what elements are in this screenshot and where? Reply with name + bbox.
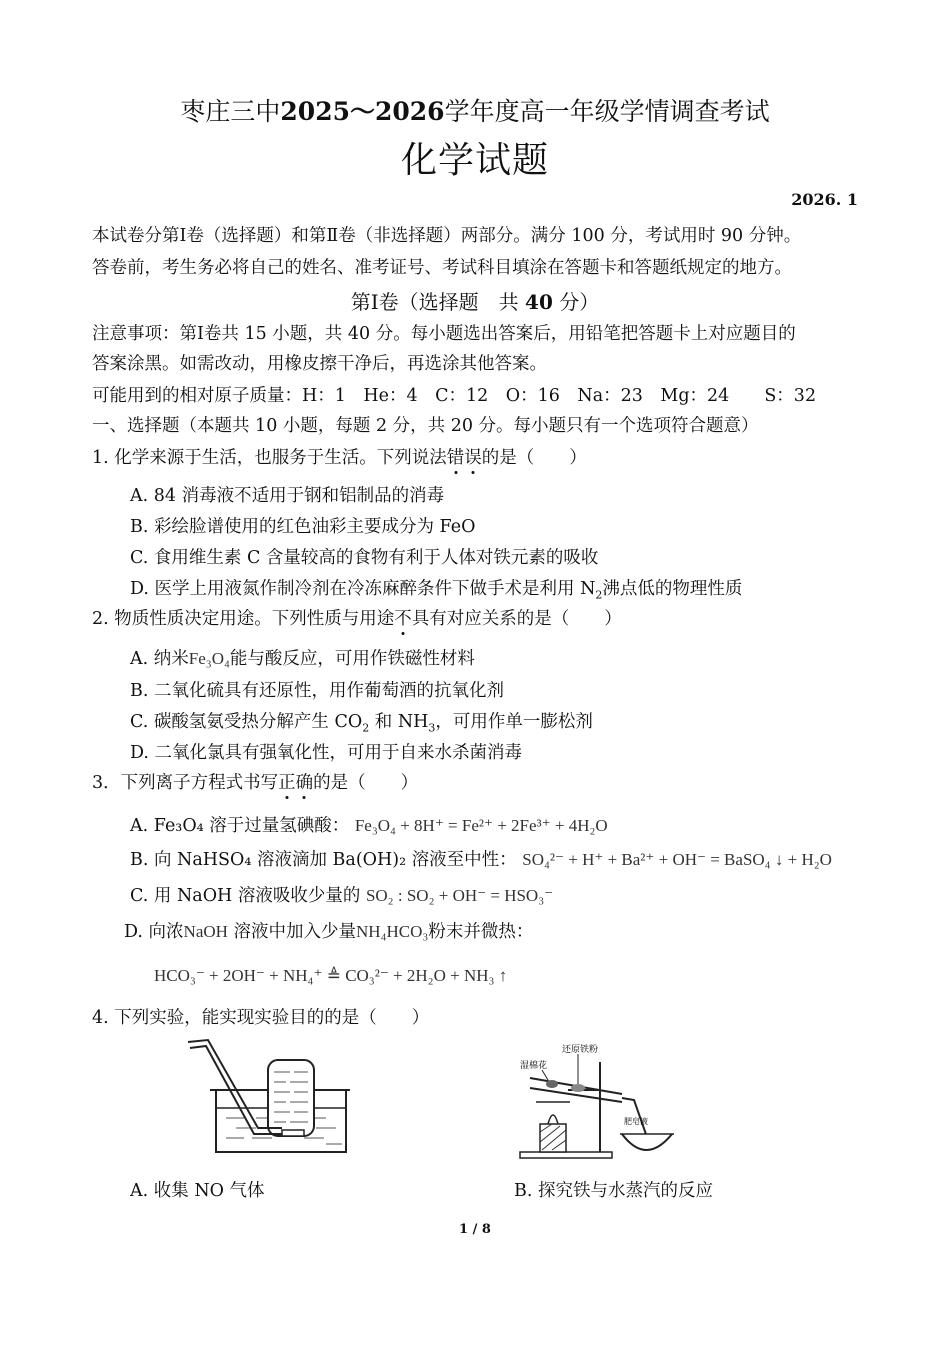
question-1-option-a: A. 84 消毒液不适用于钢和铝制品的消毒 (130, 486, 445, 506)
question-1-option-c: C. 食用维生素 C 含量较高的食物有利于人体对铁元素的吸收 (130, 548, 599, 568)
question-3-option-c: C. 用 NaOH 溶液吸收少量的 SO₂ : SO₂ + OH⁻ = HSO₃⁻ (130, 886, 554, 906)
question-2-option-a: A. 纳米Fe₃O₄能与酸反应，可用作铁磁性材料 (130, 649, 475, 669)
question-1-option-d: D. 医学上用液氮作制冷剂在冷冻麻醉条件下做手术是利用 $N_2$沸点低的物理性质 (130, 579, 743, 602)
label-iron-powder: 还原铁粉 (562, 1045, 599, 1055)
question-3-stem: 3．下列离子方程式书写正确的是（ ） (92, 773, 419, 793)
intro-line-1: 本试卷分第Ⅰ卷（选择题）和第Ⅱ卷（非选择题）两部分。满分 100 分，考试用时 90 分钟。 (92, 226, 802, 246)
notice-line-1: 注意事项：第Ⅰ卷共 15 小题，共 40 分。每小题选出答案后，用铅笔把答题卡上对应题目的 (92, 324, 796, 344)
atomic-masses: 可能用到的相对原子质量：H：1 He：4 C：12 O：16 Na：23 Mg：24 S：32 (92, 386, 817, 406)
part-heading: 一、选择题（本题共 10 小题，每题 2 分，共 20 分。每小题只有一个选项符合题意） (92, 416, 759, 436)
figure-a-gas-collection (186, 1036, 351, 1158)
question-1-option-b: B. 彩绘脸谱使用的红色油彩主要成分为 FeO (130, 517, 476, 537)
label-wet-cotton: 湿棉花 (520, 1061, 548, 1071)
figure-a-caption: A. 收集 NO 气体 (130, 1181, 265, 1201)
page-number: 1 / 8 (459, 1222, 491, 1237)
question-2-option-c: C. 碳酸氢氨受热分解产生 $CO_2$ 和 $NH_3$，可用作单一膨松剂 (130, 712, 593, 735)
exam-title: 枣庄三中2025～2026学年度高一年级学情调查考试 (180, 97, 770, 126)
intro-line-2: 答卷前，考生务必将自己的姓名、准考证号、考试科目填涂在答题卡和答题纸规定的地方。 (92, 258, 792, 278)
question-1-stem: 1. 化学来源于生活，也服务于生活。下列说法错误的是（ ） (92, 448, 587, 468)
subject-title: 化学试题 (400, 140, 549, 181)
question-4-stem: 4. 下列实验，能实现实验目的的是（ ） (92, 1008, 430, 1028)
notice-line-2: 答案涂黑。如需改动，用橡皮擦干净后，再选涂其他答案。 (92, 354, 547, 374)
question-3-option-b: B. 向 NaHSO₄ 溶液滴加 Ba(OH)₂ 溶液至中性： SO₄²⁻ + H⁺ + Ba²⁺ + OH⁻ = BaSO₄ ↓ + H₂O (130, 850, 832, 870)
question-3-option-d: D. 向浓NaOH 溶液中加入少量NH₄HCO₃粉末并微热： (124, 922, 534, 942)
figure-b-caption: B. 探究铁与水蒸汽的反应 (514, 1181, 713, 1201)
exam-date: 2026. 1 (791, 190, 858, 209)
label-soap-solution: 肥皂液 (624, 1117, 648, 1126)
section-title: 第Ⅰ卷（选择题 共 40 分） (350, 290, 600, 314)
question-2-option-b: B. 二氧化硫具有还原性，用作葡萄酒的抗氧化剂 (130, 681, 504, 701)
question-3-option-a: A. Fe₃O₄ 溶于过量氢碘酸： Fe₃O₄ + 8H⁺ = Fe²⁺ + 2Fe³⁺ + 4H₂O (130, 816, 608, 836)
figure-b-iron-steam-apparatus (512, 1044, 680, 1162)
question-2-option-d: D. 二氧化氯具有强氧化性，可用于自来水杀菌消毒 (130, 743, 523, 763)
question-2-stem: 2. 物质性质决定用途。下列性质与用途不具有对应关系的是（ ） (92, 609, 622, 629)
question-3-option-d-equation: HCO₃⁻ + 2OH⁻ + NH₄⁺ ≜ CO₃²⁻ + 2H₂O + NH₃ ↑ (154, 966, 508, 985)
